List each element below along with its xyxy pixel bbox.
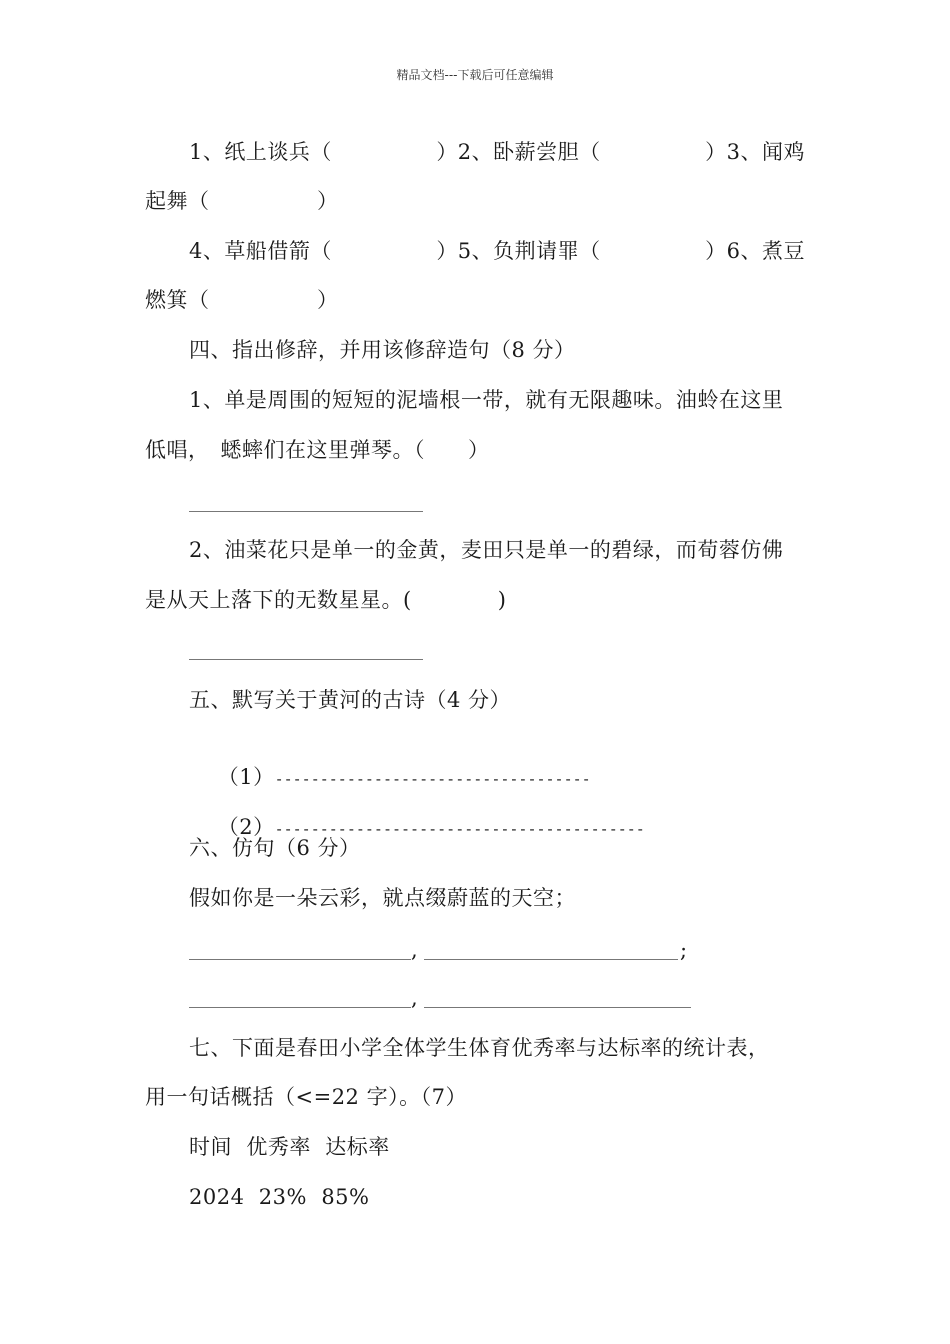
- imitation-blank-2a[interactable]: [189, 1007, 411, 1008]
- imitation-comma-1: ,: [411, 938, 419, 962]
- poem-line-1-blank[interactable]: -----------------------------------: [274, 770, 591, 788]
- idiom-row-2: [189, 237, 805, 265]
- stats-table-header: 时间 优秀率 达标率: [189, 1135, 390, 1159]
- imitation-blank-1a[interactable]: [189, 959, 411, 960]
- idiom-5: ）5、负荆请罪（: [436, 239, 601, 263]
- answer-blank-4-2[interactable]: [189, 659, 423, 660]
- idiom-row-1: [189, 138, 805, 166]
- stats-table-row-1: 2024 23% 85%: [189, 1185, 370, 1209]
- section-5-title: 五、默写关于黄河的古诗（4 分）: [189, 688, 512, 712]
- section-4-title: 四、指出修辞，并用该修辞造句（8 分）: [189, 338, 576, 362]
- idiom-4: 4、草船借箭（: [189, 239, 332, 263]
- section-6-example: 假如你是一朵云彩，就点缀蔚蓝的天空；: [189, 886, 576, 910]
- section-7-line1: 七、下面是春田小学全体学生体育优秀率与达标率的统计表，: [189, 1036, 770, 1060]
- idiom-row-1-cont: 起舞（ ）: [145, 189, 339, 213]
- imitation-blank-2b[interactable]: [424, 1007, 691, 1008]
- imitation-blank-1b[interactable]: [424, 959, 678, 960]
- section-4-q2-line2: 是从天上落下的无数星星。( ): [145, 588, 507, 612]
- idiom-2: ）2、卧薪尝胆（: [436, 140, 601, 164]
- poem-line-1-label: （1）: [217, 765, 275, 789]
- section-6-title: 六、仿句（6 分）: [189, 836, 361, 860]
- poem-line-2-blank[interactable]: -----------------------------------------: [274, 820, 645, 838]
- section-4-q1-line1: 1、单是周围的短短的泥墙根一带，就有无限趣味。油蛉在这里: [189, 388, 784, 412]
- idiom-row-2-cont: 燃箕（ ）: [145, 288, 339, 312]
- idiom-6: ）6、煮豆: [705, 239, 805, 263]
- answer-blank-4-1[interactable]: [189, 511, 423, 512]
- idiom-1: 1、纸上谈兵（: [189, 140, 332, 164]
- section-4-q2-line1: 2、油菜花只是单一的金黄，麦田只是单一的碧绿，而荀蓉仿佛: [189, 538, 784, 562]
- idiom-3: ）3、闻鸡: [705, 140, 805, 164]
- poem-line-2-label: （2）: [217, 815, 275, 839]
- page-header: 精品文档---下载后可任意编辑: [396, 68, 554, 82]
- section-7-line2: 用一句话概括（<=22 字）。（7）: [145, 1085, 467, 1109]
- imitation-semicolon-1: ;: [680, 938, 688, 962]
- imitation-comma-2: ,: [411, 986, 419, 1010]
- section-4-q1-line2: 低唱， 蟋蟀们在这里弹琴。（ ）: [145, 438, 490, 462]
